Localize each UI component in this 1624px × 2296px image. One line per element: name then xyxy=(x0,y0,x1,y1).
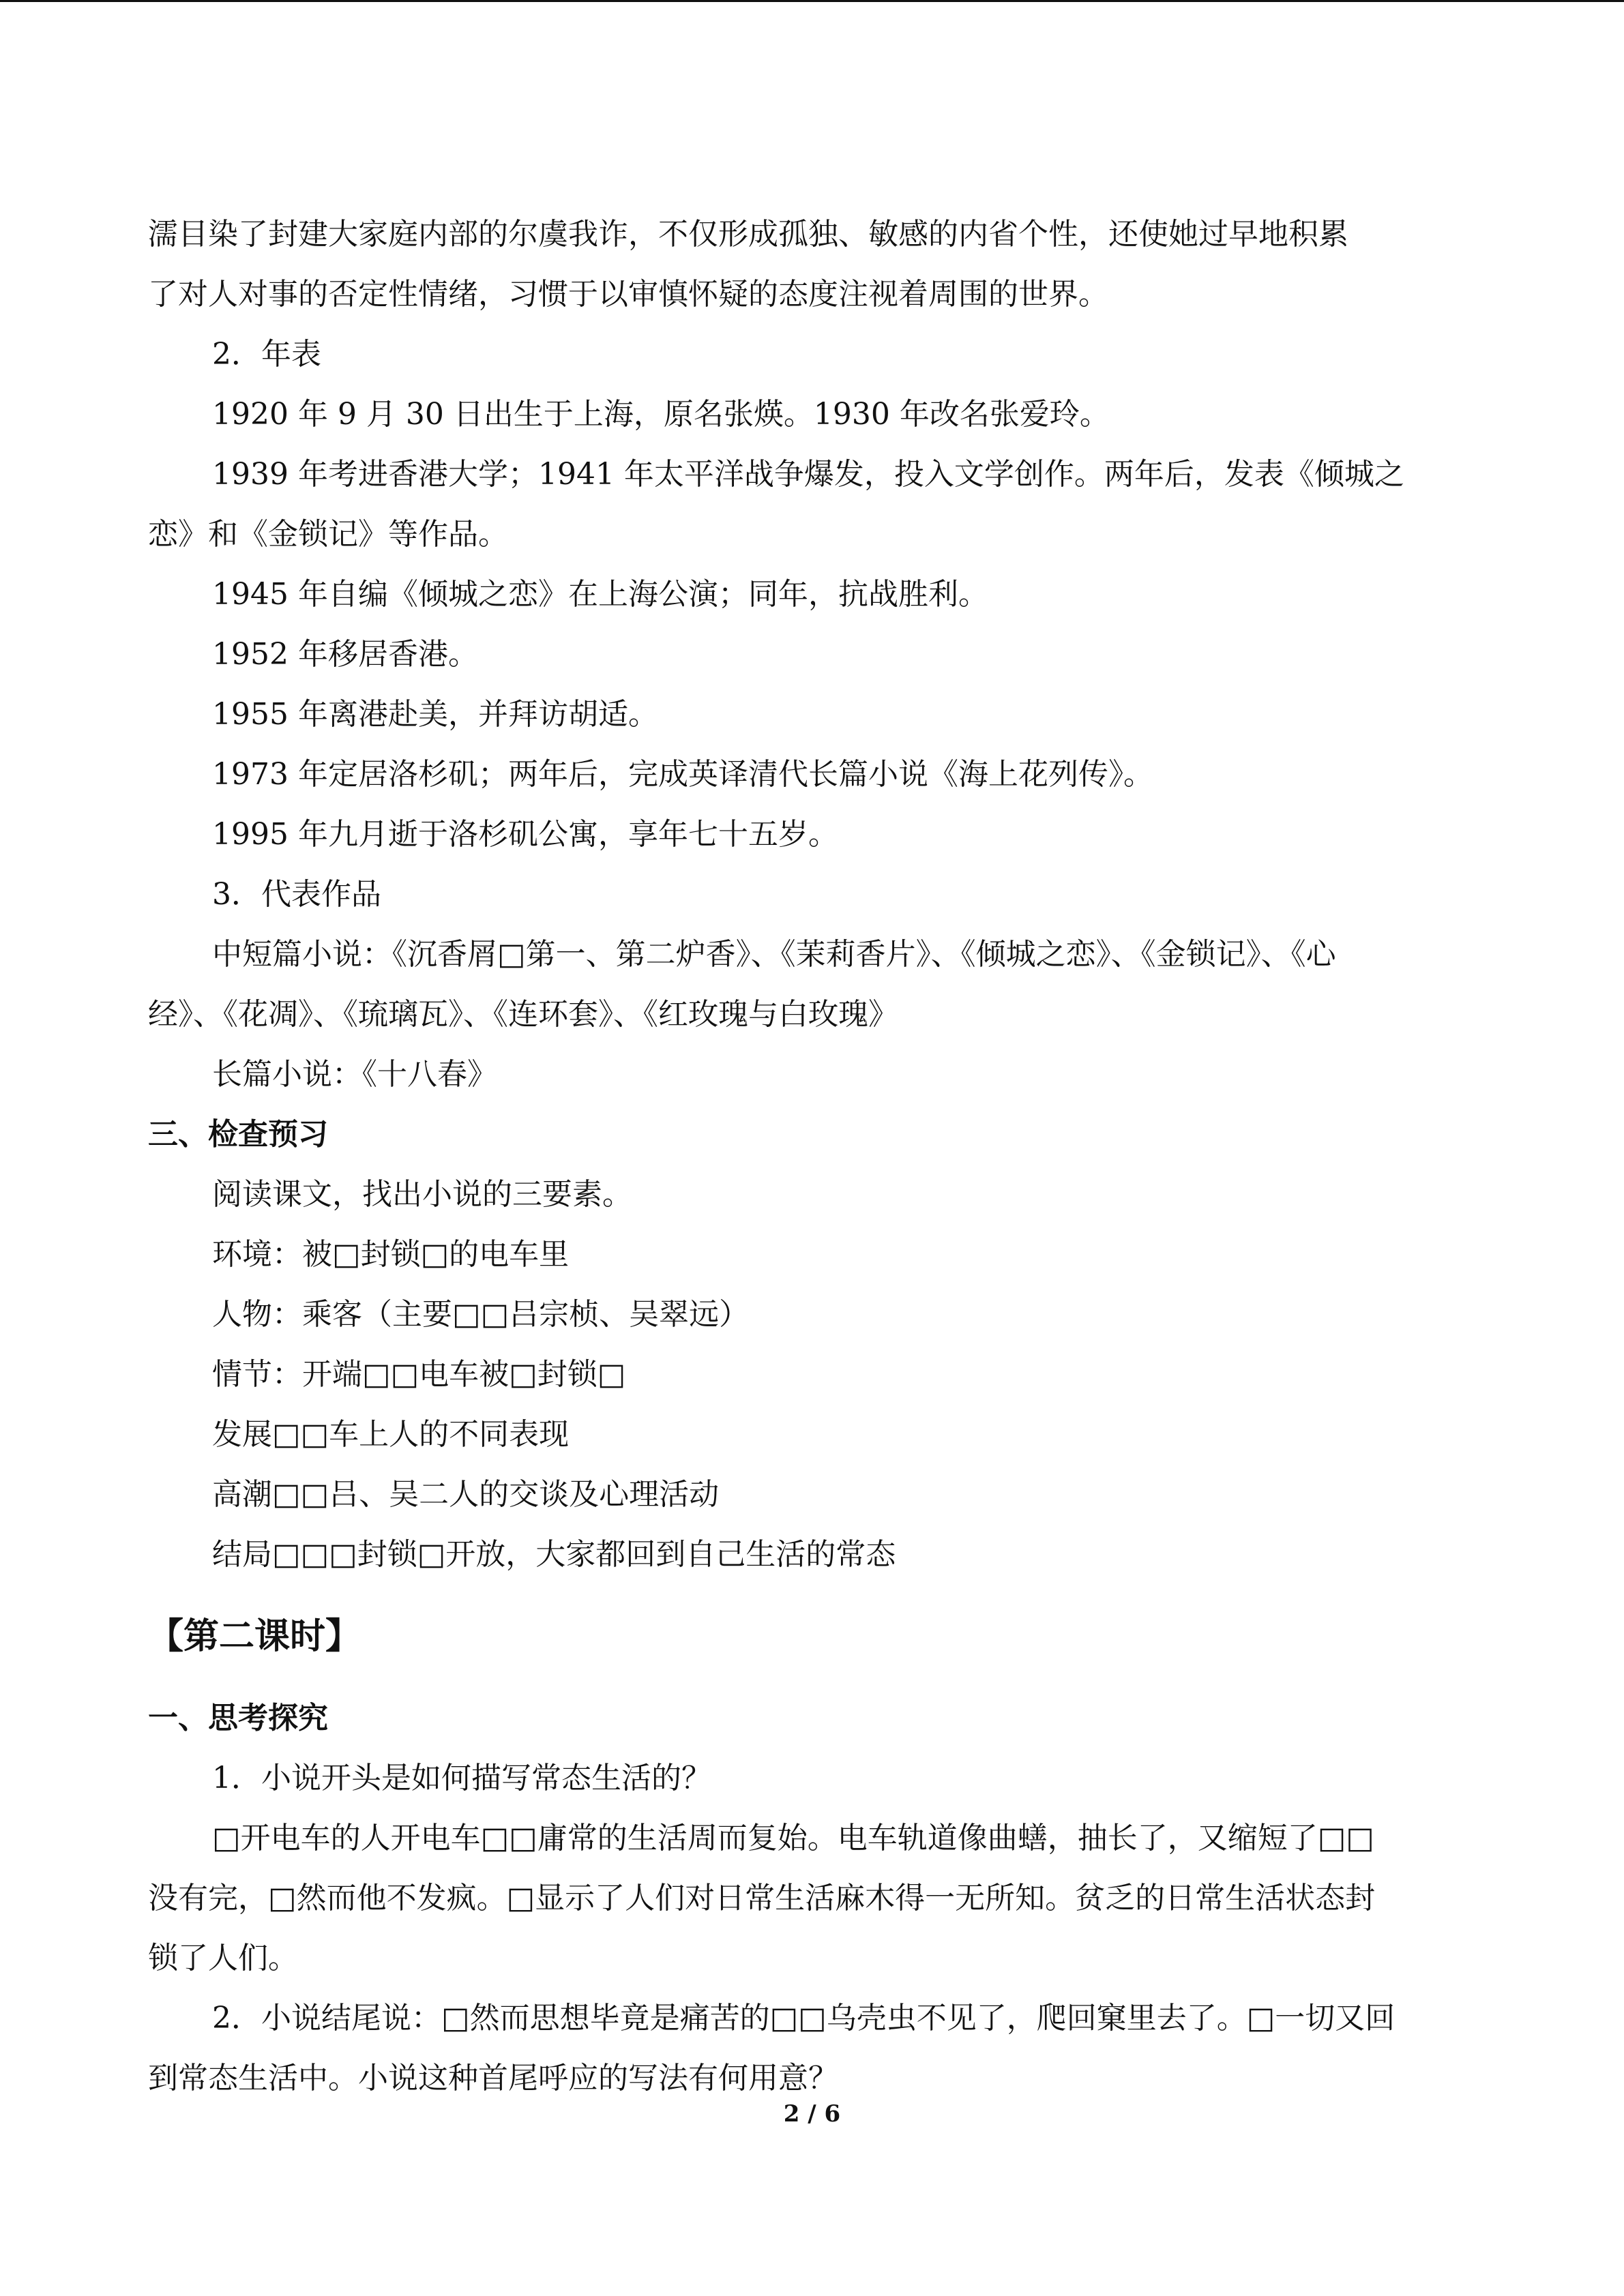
answer-line: 没有完，□然而他不发疯。□显示了人们对日常生活麻木得一无所知。贫乏的日常生活状态封 xyxy=(148,1881,1376,1915)
page-number: 2 / 6 xyxy=(783,2100,841,2128)
timeline-item: 1945 年自编《倾城之恋》在上海公演；同年，抗战胜利。 xyxy=(212,577,988,612)
page-top-rule xyxy=(0,0,1624,2)
section-heading-preview: 三、检查预习 xyxy=(148,1117,328,1152)
element-plot-climax: 高潮□□吕、吴二人的交谈及心理活动 xyxy=(212,1477,720,1512)
timeline-item-continuation: 恋》和《金锁记》等作品。 xyxy=(148,517,508,552)
timeline-item: 1939 年考进香港大学；1941 年太平洋战争爆发，投入文学创作。两年后，发表《倾城之 xyxy=(212,457,1404,492)
timeline-item: 1995 年九月逝于洛杉矶公寓，享年七十五岁。 xyxy=(212,817,838,852)
element-plot-development: 发展□□车上人的不同表现 xyxy=(212,1417,570,1452)
element-plot-ending: 结局□□□封锁□开放，大家都回到自己生活的常态 xyxy=(212,1537,896,1572)
document-body xyxy=(148,205,1478,2108)
timeline-item: 1952 年移居香港。 xyxy=(212,637,478,672)
element-plot-start: 情节：开端□□电车被□封锁□ xyxy=(212,1357,626,1392)
works-line: 中短篇小说：《沉香屑□第一、第二炉香》、《茉莉香片》、《倾城之恋》、《金锁记》、《心 xyxy=(212,937,1336,972)
timeline-item: 1973 年定居洛杉矶；两年后，完成英译清代长篇小说《海上花列传》。 xyxy=(212,757,1153,792)
question-1: 1．小说开头是如何描写常态生活的？ xyxy=(212,1761,711,1795)
works-line-continuation: 经》、《花凋》、《琉璃瓦》、《连环套》、《红玫瑰与白玫瑰》 xyxy=(148,997,898,1032)
paragraph-line: 了对人对事的否定性情绪，习惯于以审慎怀疑的态度注视着周围的世界。 xyxy=(148,277,1108,312)
lesson-heading: 【第二课时】 xyxy=(148,1615,361,1657)
answer-line: 锁了人们。 xyxy=(148,1941,298,1976)
element-setting: 环境：被□封锁□的电车里 xyxy=(212,1237,570,1272)
timeline-item: 1920 年 9 月 30 日出生于上海，原名张煐。1930 年改名张爱玲。 xyxy=(212,397,1110,432)
element-characters: 人物：乘客（主要□□吕宗桢、吴翠远） xyxy=(212,1297,750,1332)
subheading-works: 3．代表作品 xyxy=(212,877,381,912)
paragraph-line: 濡目染了封建大家庭内部的尔虞我诈，不仅形成孤独、敏感的内省个性，还使她过早地积累 xyxy=(148,217,1348,252)
paragraph-line: 阅读课文，找出小说的三要素。 xyxy=(212,1177,632,1212)
timeline-item: 1955 年离港赴美，并拜访胡适。 xyxy=(212,697,658,732)
section-heading-inquiry: 一、思考探究 xyxy=(148,1701,328,1735)
answer-line: □开电车的人开电车□□庸常的生活周而复始。电车轨道像曲蟮，抽长了，又缩短了□□ xyxy=(212,1821,1374,1855)
subheading-timeline: 2．年表 xyxy=(212,337,321,372)
works-line: 长篇小说：《十八春》 xyxy=(212,1057,497,1092)
question-2: 2．小说结尾说：□然而思想毕竟是痛苦的□□乌壳虫不见了，爬回窠里去了。□一切又回 xyxy=(212,2001,1396,2036)
question-2-continuation: 到常态生活中。小说这种首尾呼应的写法有何用意？ xyxy=(148,2061,838,2096)
